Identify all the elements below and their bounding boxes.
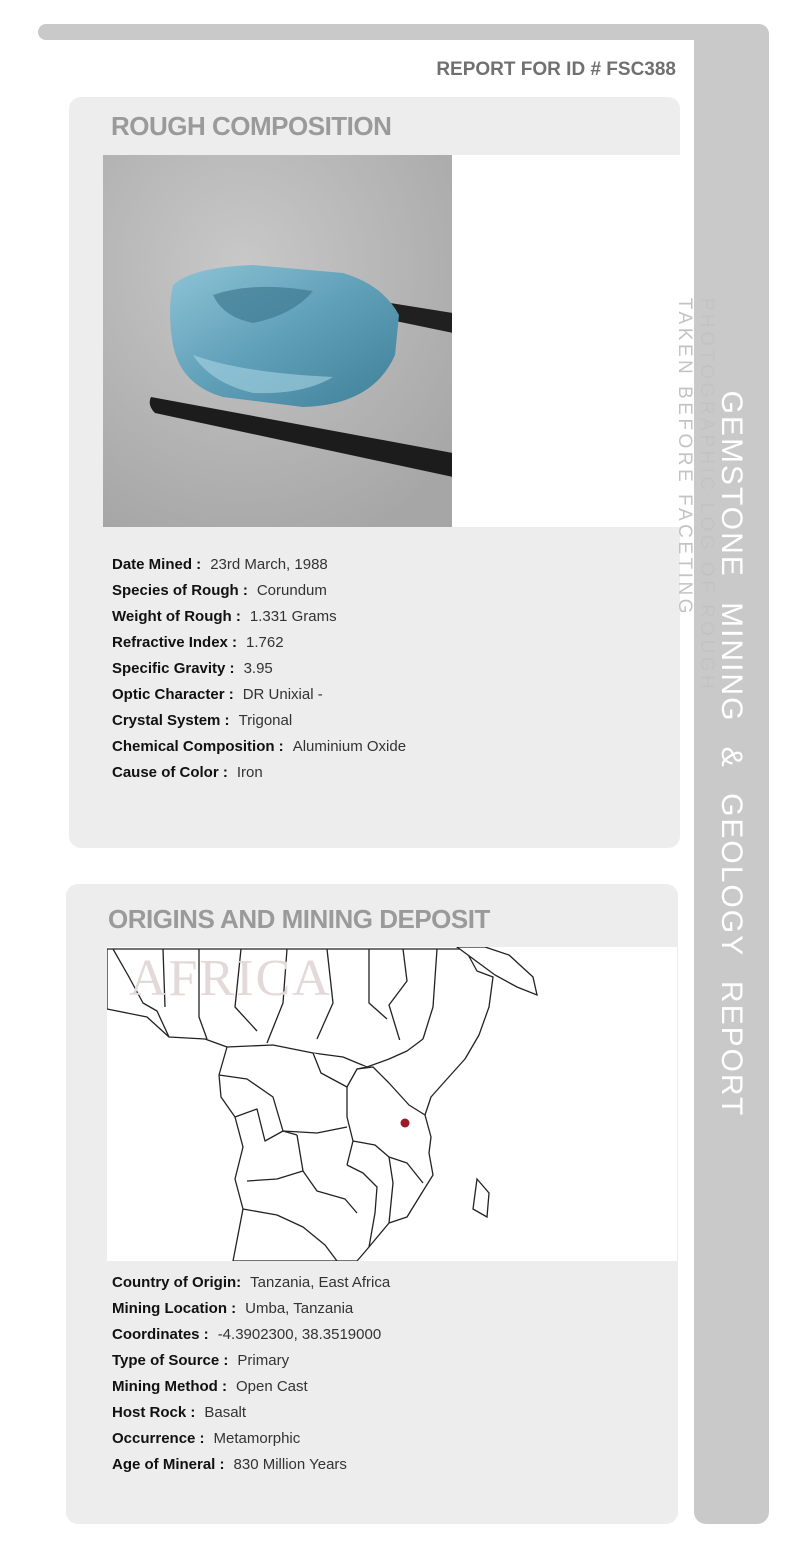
field-label: Chemical Composition :: [112, 738, 284, 755]
field-value: 3.95: [243, 660, 273, 677]
field-value: 1.762: [246, 634, 284, 651]
rough-field-row: [112, 581, 406, 607]
field-label: Mining Location :: [112, 1300, 237, 1317]
origin-field-row: [112, 1429, 390, 1455]
origin-field-row: [112, 1455, 390, 1481]
field-label: Crystal System :: [112, 712, 230, 729]
report-side-title: GEMSTONE MINING & GEOLOGY REPORT: [715, 390, 748, 1118]
field-value: Primary: [237, 1352, 290, 1369]
origin-field-row: [112, 1273, 390, 1299]
photo-caption-line-2: TAKEN BEFORE FACETING: [674, 297, 695, 617]
rough-composition-panel: [69, 97, 717, 848]
field-value: DR Unixial -: [242, 686, 323, 703]
field-label: Country of Origin:: [112, 1274, 242, 1291]
field-label: Date Mined :: [112, 556, 202, 573]
top-frame-bar: [38, 24, 738, 40]
gemstone-illustration: [103, 155, 452, 527]
rough-gemstone-photo: [103, 155, 452, 527]
rough-composition-title: ROUGH COMPOSITION: [111, 111, 392, 141]
field-value: 23rd March, 1988: [210, 556, 328, 573]
origin-details-list: [112, 1273, 390, 1481]
origin-field-row: [112, 1403, 390, 1429]
origins-deposit-panel: [66, 884, 678, 1524]
field-label: Occurrence :: [112, 1430, 205, 1447]
map-watermark: AFRICA: [129, 950, 332, 1007]
field-label: Species of Rough :: [112, 582, 248, 599]
rough-field-row: [112, 607, 406, 633]
field-label: Specific Gravity :: [112, 660, 235, 677]
rough-field-row: [112, 763, 406, 789]
field-value: Corundum: [256, 582, 327, 599]
rough-field-row: [112, 737, 406, 763]
field-label: Mining Method :: [112, 1378, 227, 1395]
rough-field-row: [112, 555, 406, 581]
rough-field-row: [112, 633, 406, 659]
mine-location-marker: [401, 1119, 410, 1128]
origin-field-row: [112, 1351, 390, 1377]
field-value: Umba, Tanzania: [245, 1300, 354, 1317]
rough-field-row: [112, 659, 406, 685]
field-label: Coordinates :: [112, 1326, 209, 1343]
photo-caption-line-1: PHOTOGRAPHIC LOG OF ROUGH: [696, 297, 717, 693]
field-label: Cause of Color :: [112, 764, 228, 781]
field-label: Type of Source :: [112, 1352, 229, 1369]
field-label: Host Rock :: [112, 1404, 196, 1421]
field-value: Iron: [236, 764, 263, 781]
origin-field-row: [112, 1377, 390, 1403]
field-label: Optic Character :: [112, 686, 234, 703]
rough-details-list: [112, 555, 406, 789]
report-id: REPORT FOR ID # FSC388: [436, 59, 676, 80]
field-label: Refractive Index :: [112, 634, 238, 651]
field-label: Age of Mineral :: [112, 1456, 225, 1473]
origin-field-row: [112, 1299, 390, 1325]
field-value: 830 Million Years: [233, 1456, 347, 1473]
field-value: Tanzania, East Africa: [250, 1274, 391, 1291]
field-value: -4.3902300, 38.3519000: [217, 1326, 382, 1343]
africa-map: [107, 947, 677, 1261]
photo-caption: [673, 298, 717, 692]
field-value: Open Cast: [235, 1378, 308, 1395]
origins-deposit-title: ORIGINS AND MINING DEPOSIT: [108, 904, 490, 934]
rough-field-row: [112, 711, 406, 737]
origin-field-row: [112, 1325, 390, 1351]
field-label: Weight of Rough :: [112, 608, 241, 625]
field-value: Trigonal: [238, 712, 293, 729]
field-value: Basalt: [204, 1404, 247, 1421]
field-value: Metamorphic: [213, 1430, 301, 1447]
field-value: Aluminium Oxide: [292, 738, 407, 755]
field-value: 1.331 Grams: [249, 608, 337, 625]
rough-field-row: [112, 685, 406, 711]
